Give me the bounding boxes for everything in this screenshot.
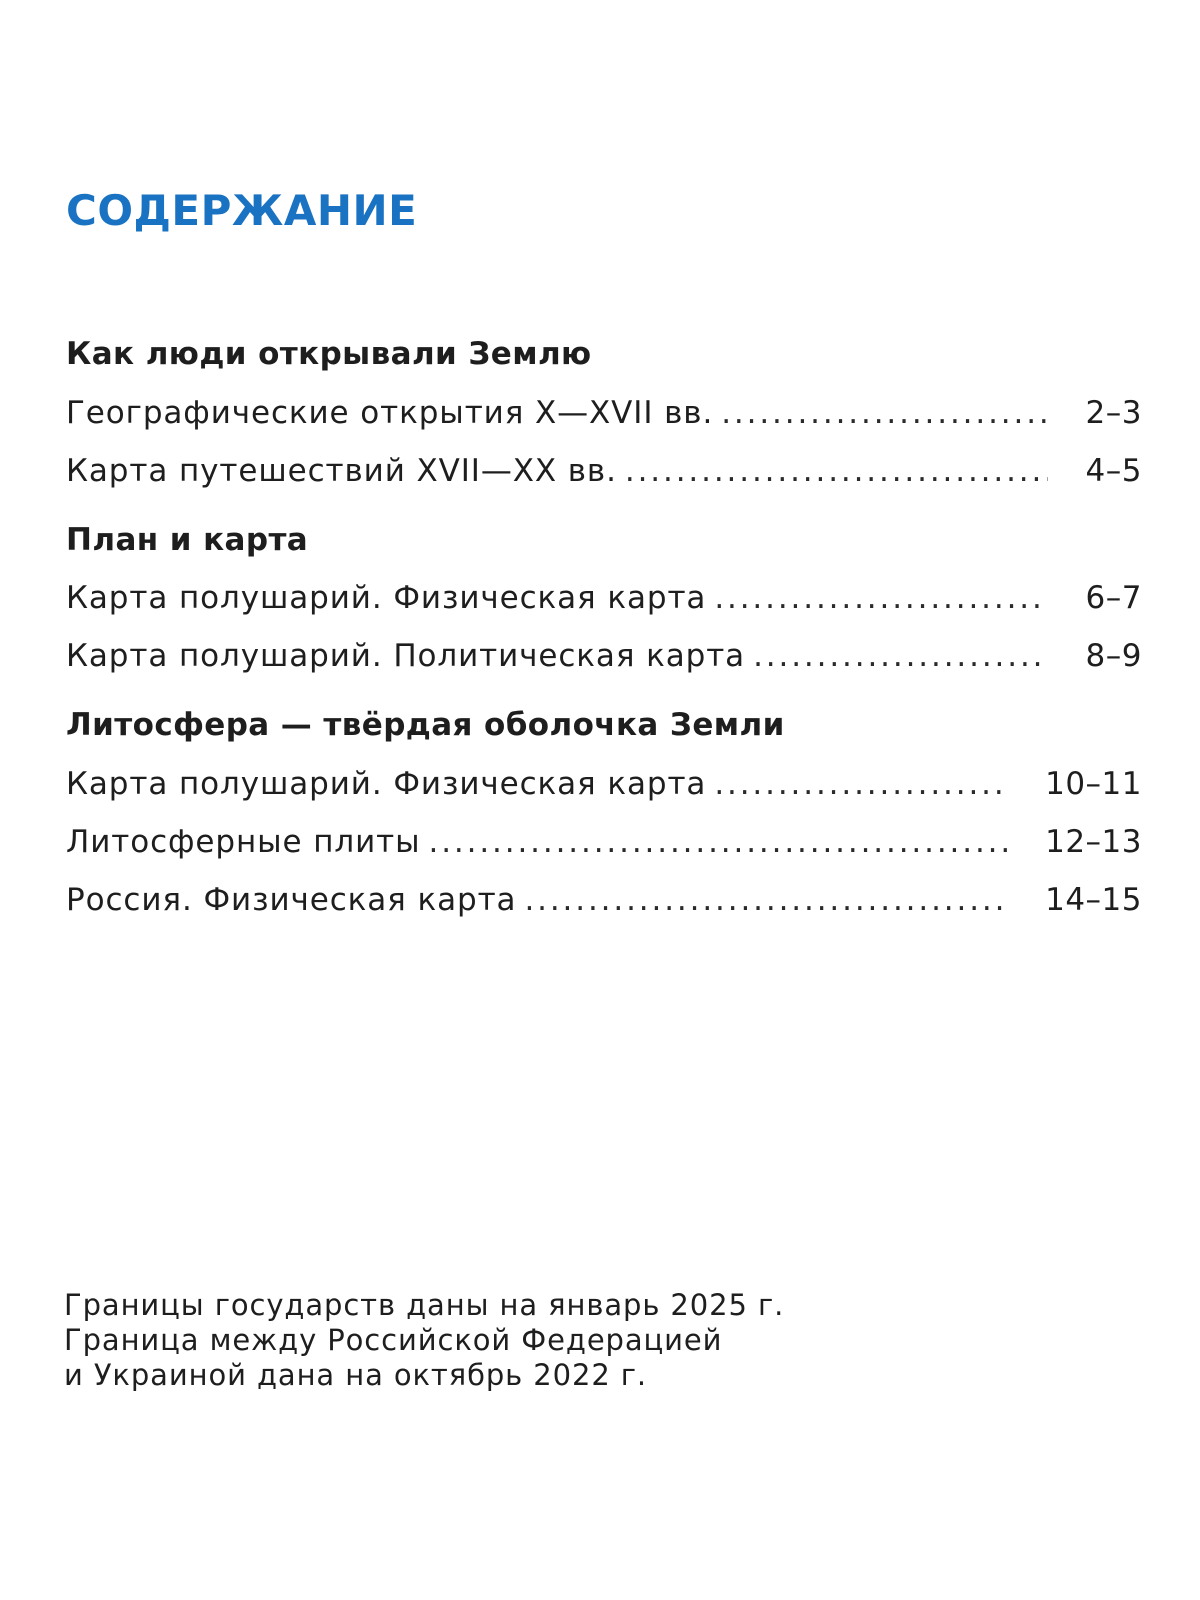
toc-entry-pages: 2–3 bbox=[1085, 395, 1142, 431]
toc-entry[interactable] bbox=[66, 882, 1142, 922]
section-title-2: План и карта bbox=[66, 522, 309, 558]
dot-leader bbox=[429, 824, 1008, 860]
dot-leader bbox=[524, 882, 1008, 918]
footnote-line: Граница между Российской Федерацией bbox=[64, 1323, 723, 1357]
toc-entry-label: Россия. Физическая карта bbox=[66, 882, 517, 918]
dot-leader bbox=[753, 638, 1048, 674]
toc-entry-label: Карта полушарий. Физическая карта bbox=[66, 580, 707, 616]
toc-entry[interactable] bbox=[66, 638, 1142, 678]
toc-entry-pages: 8–9 bbox=[1085, 638, 1142, 674]
dot-leader bbox=[714, 766, 1008, 802]
toc-entry-pages: 10–11 bbox=[1045, 766, 1142, 802]
toc-entry[interactable] bbox=[66, 453, 1142, 493]
toc-entry-pages: 12–13 bbox=[1045, 824, 1142, 860]
toc-entry-label: Литосферные плиты bbox=[66, 824, 421, 860]
footnote bbox=[64, 1288, 784, 1393]
toc-entry-pages: 6–7 bbox=[1085, 580, 1142, 616]
toc-entry-label: Карта полушарий. Физическая карта bbox=[66, 766, 707, 802]
toc-entry[interactable] bbox=[66, 824, 1142, 864]
toc-entry[interactable] bbox=[66, 580, 1142, 620]
page-title: СОДЕРЖАНИЕ bbox=[66, 186, 418, 235]
dot-leader bbox=[625, 453, 1048, 489]
section-title-1: Как люди открывали Землю bbox=[66, 336, 592, 372]
section-title-3: Литосфера — твёрдая оболочка Земли bbox=[66, 707, 785, 743]
toc-entry[interactable] bbox=[66, 766, 1142, 806]
toc-entry-pages: 14–15 bbox=[1045, 882, 1142, 918]
toc-entry-label: Карта полушарий. Политическая карта bbox=[66, 638, 746, 674]
footnote-line: Границы государств даны на январь 2025 г. bbox=[64, 1288, 785, 1322]
toc-entry-label: Географические открытия X—XVII вв. bbox=[66, 395, 714, 431]
dot-leader bbox=[721, 395, 1048, 431]
dot-leader bbox=[714, 580, 1048, 616]
footnote-line: и Украиной дана на октябрь 2022 г. bbox=[64, 1358, 648, 1392]
toc-entry-label: Карта путешествий XVII—XX вв. bbox=[66, 453, 617, 489]
toc-entry[interactable] bbox=[66, 395, 1142, 435]
toc-entry-pages: 4–5 bbox=[1085, 453, 1142, 489]
